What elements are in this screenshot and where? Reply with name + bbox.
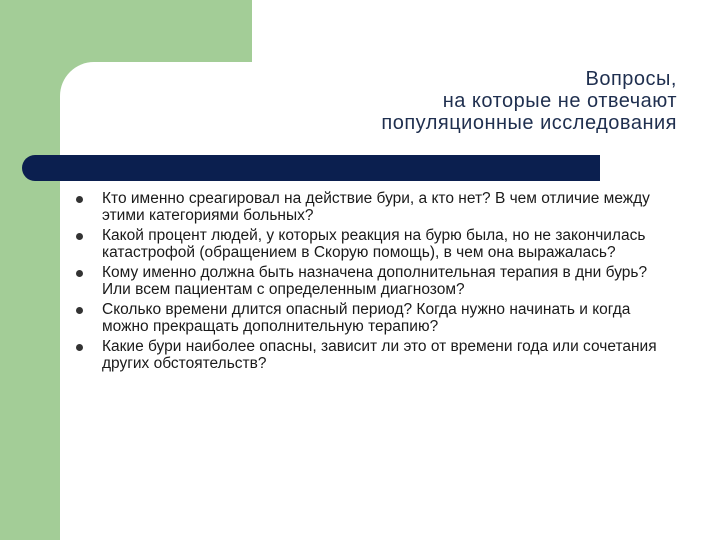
- bullet-dot-icon: [76, 344, 83, 351]
- bullet-item: [72, 301, 672, 335]
- bullet-dot-icon: [76, 270, 83, 277]
- bullet-dot-icon: [76, 196, 83, 203]
- title-line-1: Вопросы,: [585, 68, 677, 90]
- bullet-item: [72, 338, 672, 372]
- bullet-text: Кто именно среагировал на действие бури, а кто нет? В чем отличие между этими категориями больных?: [102, 190, 650, 224]
- bullet-text: Сколько времени длится опасный период? Когда нужно начинать и когда можно прекращать дополнительную терапию?: [102, 301, 631, 335]
- bullet-item: [72, 264, 672, 298]
- bullet-text: Какие бури наиболее опасны, зависит ли это от времени года или сочетания других обстоятельств?: [102, 338, 657, 372]
- bullet-text: Какой процент людей, у которых реакция на бурю была, но не закончилась катастрофой (обращением в Скорую помощь), в чем она выражалась?: [102, 227, 646, 261]
- bullet-item: [72, 190, 672, 224]
- title-divider-bar: [22, 155, 600, 181]
- bullet-item: [72, 227, 672, 261]
- bullet-text: Кому именно должна быть назначена дополнительная терапия в дни бурь? Или всем пациентам с определенным диагнозом?: [102, 264, 648, 298]
- bullet-dot-icon: [76, 233, 83, 240]
- bullet-dot-icon: [76, 307, 83, 314]
- slide-title: [157, 68, 677, 134]
- title-line-2: на которые не отвечают: [442, 90, 677, 112]
- bullet-list: [72, 190, 672, 375]
- title-line-3: популяционные исследования: [381, 112, 677, 134]
